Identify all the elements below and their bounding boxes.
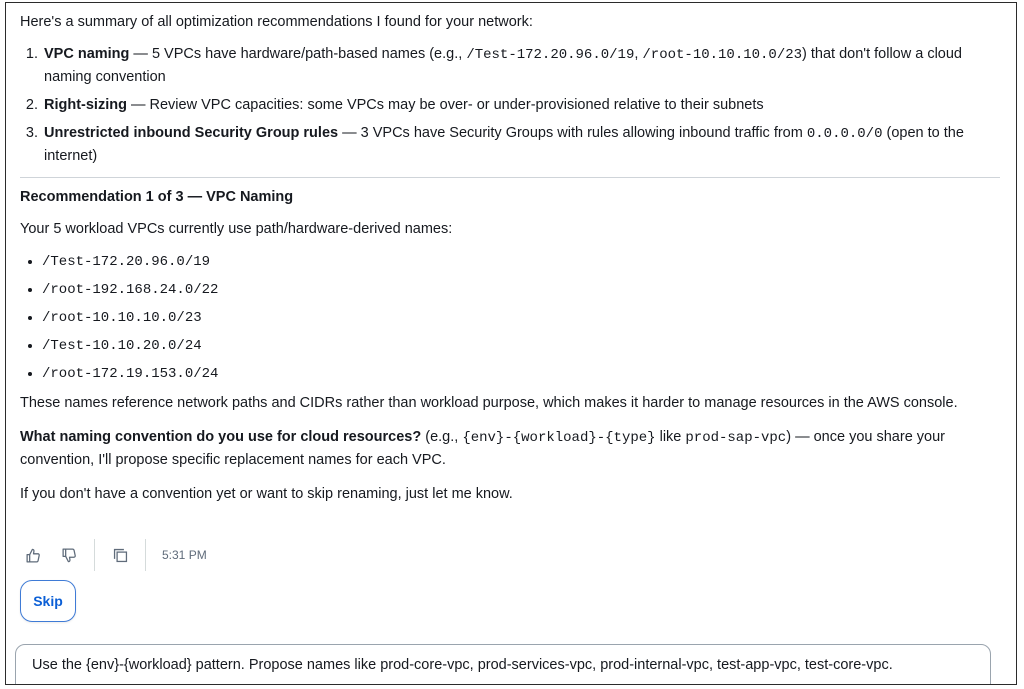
assistant-message bbox=[20, 11, 1000, 505]
thumbs-down-icon[interactable] bbox=[56, 542, 82, 568]
question-text bbox=[20, 426, 1000, 471]
question-part: (e.g., bbox=[421, 429, 463, 445]
vpc-name-item: • /root-192.168.24.0/22 bbox=[42, 276, 1000, 304]
section-divider bbox=[20, 177, 1000, 178]
vpc-name-item: • /Test-10.10.20.0/24 bbox=[42, 332, 1000, 360]
question-part: ) — once you share your convention, I'll propose specific replacement names for each VPC. bbox=[20, 429, 945, 468]
vpc-name-item: • /Test-172.20.96.0/19 bbox=[42, 248, 1000, 276]
copy-icon[interactable] bbox=[107, 542, 133, 568]
recommendation-title: VPC naming bbox=[44, 46, 130, 62]
recommendation-item bbox=[42, 122, 1000, 167]
message-timestamp: 5:31 PM bbox=[162, 548, 207, 562]
inline-code: prod-sap-vpc bbox=[685, 430, 787, 446]
recommendation-text: — 5 VPCs have hardware/path-based names (e.g., bbox=[129, 46, 467, 62]
skip-note: If you don't have a convention yet or want to skip renaming, just let me know. bbox=[20, 486, 513, 502]
recommendation-text: — 3 VPCs have Security Groups with rules allowing inbound traffic from bbox=[338, 125, 807, 141]
message-actions bbox=[20, 540, 207, 570]
recommendation-item bbox=[42, 43, 1000, 88]
recommendation-item bbox=[42, 94, 1000, 116]
chat-window bbox=[5, 2, 1017, 685]
vpc-name-item: • /root-172.19.153.0/24 bbox=[42, 360, 1000, 388]
recommendation-text: , bbox=[634, 46, 643, 62]
vpc-intro: Your 5 workload VPCs currently use path/hardware-derived names: bbox=[20, 221, 453, 237]
explanation-text: These names reference network paths and CIDRs rather than workload purpose, which makes it harder to manage resources in the AWS console. bbox=[20, 395, 958, 411]
question-part: like bbox=[655, 429, 686, 445]
vpc-name-item: • /root-10.10.10.0/23 bbox=[42, 304, 1000, 332]
section-title: Recommendation 1 of 3 — VPC Naming bbox=[20, 189, 294, 205]
inline-code: {env}-{workload}-{type} bbox=[462, 430, 656, 446]
action-separator bbox=[94, 539, 95, 571]
inline-code: /root-10.10.10.0/23 bbox=[642, 47, 803, 63]
question-bold: What naming convention do you use for cloud resources? bbox=[20, 429, 422, 445]
recommendation-title: Unrestricted inbound Security Group rules bbox=[44, 125, 339, 141]
inline-code: 0.0.0.0/0 bbox=[806, 126, 883, 142]
recommendation-text: — Review VPC capacities: some VPCs may be over- or under-provisioned relative to their subnets bbox=[126, 97, 764, 113]
inline-code: /Test-172.20.96.0/19 bbox=[466, 47, 635, 63]
recommendation-title: Right-sizing bbox=[44, 97, 127, 113]
action-separator bbox=[145, 539, 146, 571]
recommendation-text: ) that don't follow a cloud naming convention bbox=[44, 46, 962, 85]
thumbs-up-icon[interactable] bbox=[20, 542, 46, 568]
recommendation-text: (open to the internet) bbox=[44, 125, 964, 164]
user-message-bubble: Use the {env}-{workload} pattern. Propose names like prod-core-vpc, prod-services-vpc, prod-internal-vpc, test-app-vpc, test-core-vpc. bbox=[15, 644, 991, 685]
skip-button[interactable]: Skip bbox=[20, 580, 76, 622]
recommendation-list bbox=[20, 43, 1000, 167]
summary-intro: Here's a summary of all optimization recommendations I found for your network: bbox=[20, 14, 533, 30]
vpc-list bbox=[20, 248, 1000, 388]
